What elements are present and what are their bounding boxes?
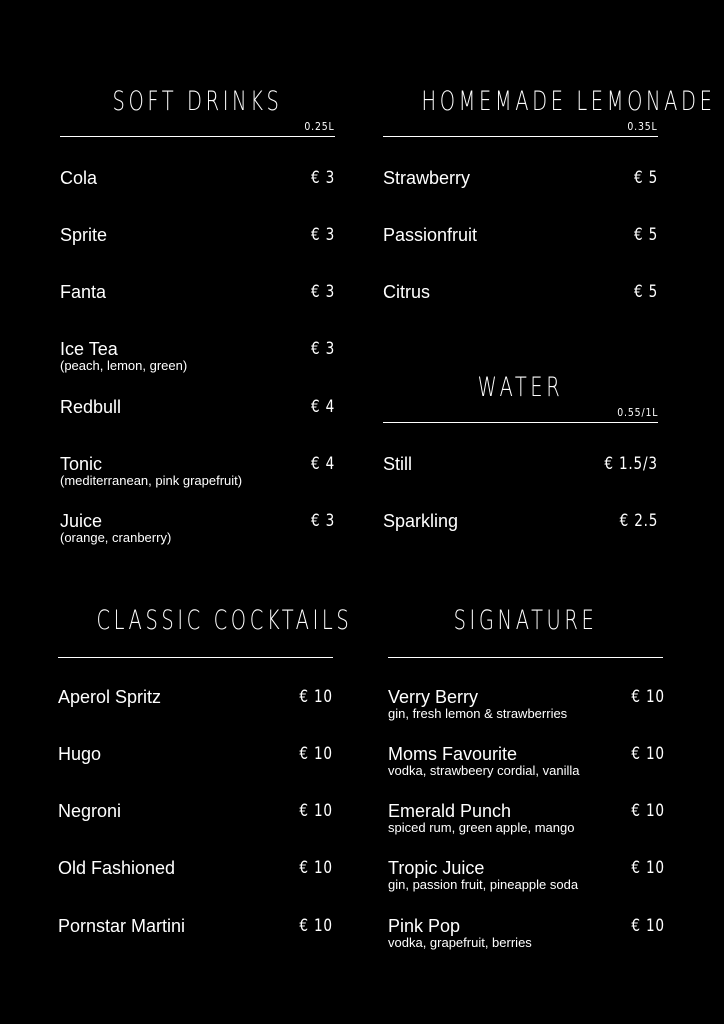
item-name: Ice Tea bbox=[60, 339, 118, 359]
item-name: Aperol Spritz bbox=[58, 687, 162, 707]
item-description: (orange, cranberry) bbox=[60, 530, 172, 545]
item-name: Redbull bbox=[60, 397, 122, 417]
item-price: € 10 bbox=[299, 687, 333, 707]
menu-item bbox=[388, 687, 665, 721]
item-price: € 3 bbox=[310, 225, 335, 245]
item-price: € 3 bbox=[310, 339, 335, 359]
item-name: Strawberry bbox=[383, 168, 471, 188]
menu-item bbox=[383, 168, 658, 188]
item-name: Sparkling bbox=[383, 511, 459, 531]
menu-item bbox=[60, 339, 335, 373]
soft-drinks-title: SOFT DRINKS bbox=[112, 86, 283, 117]
menu-item bbox=[383, 225, 658, 245]
item-name: Tropic Juice bbox=[388, 858, 485, 878]
menu-item bbox=[388, 744, 665, 778]
item-name: Moms Favourite bbox=[388, 744, 518, 764]
soft-drinks-size: 0.25L bbox=[304, 120, 335, 133]
item-description: (mediterranean, pink grapefruit) bbox=[60, 473, 243, 488]
menu-item bbox=[60, 282, 335, 302]
item-description: gin, fresh lemon & strawberries bbox=[388, 706, 568, 721]
item-name: Negroni bbox=[58, 801, 122, 821]
menu-item bbox=[383, 454, 658, 474]
cocktails-rule bbox=[58, 657, 333, 658]
item-name: Juice bbox=[60, 511, 103, 531]
item-price: € 5 bbox=[633, 225, 658, 245]
item-price: € 10 bbox=[299, 858, 333, 878]
water-section bbox=[383, 372, 658, 542]
item-name: Fanta bbox=[60, 282, 107, 302]
item-price: € 4 bbox=[310, 397, 335, 417]
menu-item bbox=[60, 168, 335, 188]
item-price: € 3 bbox=[310, 511, 335, 531]
item-price: € 3 bbox=[310, 282, 335, 302]
item-price: € 10 bbox=[299, 744, 333, 764]
item-price: € 10 bbox=[631, 687, 665, 707]
signature-section bbox=[388, 605, 663, 965]
item-price: € 3 bbox=[310, 168, 335, 188]
item-price: € 10 bbox=[631, 916, 665, 936]
lemonade-size: 0.35L bbox=[627, 120, 658, 133]
menu-item bbox=[383, 282, 658, 302]
menu-item bbox=[60, 454, 335, 488]
menu-item bbox=[58, 858, 333, 878]
soft-drinks-section bbox=[60, 86, 335, 556]
menu-item bbox=[388, 858, 665, 892]
item-name: Still bbox=[383, 454, 413, 474]
item-price: € 5 bbox=[633, 282, 658, 302]
item-description: spiced rum, green apple, mango bbox=[388, 820, 575, 835]
item-name: Passionfruit bbox=[383, 225, 478, 245]
menu-item bbox=[388, 801, 665, 835]
item-price: € 10 bbox=[631, 744, 665, 764]
item-name: Citrus bbox=[383, 282, 431, 302]
signature-rule bbox=[388, 657, 663, 658]
menu-item bbox=[58, 687, 333, 707]
lemonade-section bbox=[383, 86, 716, 316]
menu-item bbox=[60, 397, 335, 417]
item-price: € 10 bbox=[631, 801, 665, 821]
item-description: (peach, lemon, green) bbox=[60, 358, 188, 373]
menu-item bbox=[58, 744, 333, 764]
item-price: € 2.5 bbox=[619, 511, 658, 531]
menu-item bbox=[60, 225, 335, 245]
item-name: Tonic bbox=[60, 454, 103, 474]
item-name: Pornstar Martini bbox=[58, 916, 186, 936]
item-price: € 10 bbox=[299, 916, 333, 936]
item-price: € 10 bbox=[299, 801, 333, 821]
item-name: Old Fashioned bbox=[58, 858, 176, 878]
lemonade-title: HOMEMADE LEMONADE bbox=[421, 86, 716, 117]
signature-title: SIGNATURE bbox=[453, 605, 598, 636]
menu-item bbox=[58, 801, 333, 821]
item-name: Verry Berry bbox=[388, 687, 479, 707]
item-name: Pink Pop bbox=[388, 916, 461, 936]
item-name: Emerald Punch bbox=[388, 801, 512, 821]
item-name: Hugo bbox=[58, 744, 102, 764]
water-title: WATER bbox=[477, 372, 564, 403]
menu-item bbox=[388, 916, 665, 950]
item-description: vodka, strawbeery cordial, vanilla bbox=[388, 763, 580, 778]
cocktails-title: CLASSIC COCKTAILS bbox=[96, 605, 353, 636]
menu-item bbox=[58, 916, 333, 936]
item-description: gin, passion fruit, pineapple soda bbox=[388, 877, 579, 892]
water-size: 0.55/1L bbox=[616, 406, 658, 419]
item-price: € 4 bbox=[310, 454, 335, 474]
item-price: € 10 bbox=[631, 858, 665, 878]
item-price: € 5 bbox=[633, 168, 658, 188]
menu-item bbox=[60, 511, 335, 545]
item-price: € 1.5/3 bbox=[604, 454, 658, 474]
item-name: Cola bbox=[60, 168, 98, 188]
menu-item bbox=[383, 511, 658, 531]
item-name: Sprite bbox=[60, 225, 108, 245]
item-description: vodka, grapefruit, berries bbox=[388, 935, 532, 950]
cocktails-section bbox=[58, 605, 353, 945]
